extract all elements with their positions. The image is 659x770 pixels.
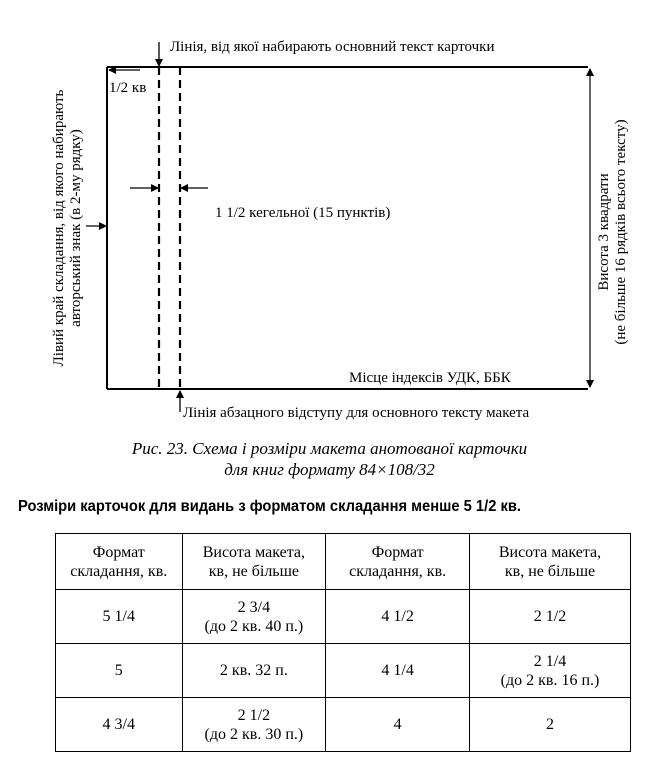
header-format-1 xyxy=(56,534,183,590)
kegel-label: 1 1/2 кегельної (15 пунктів) xyxy=(215,205,391,221)
cell-text: (до 2 кв. 16 п.) xyxy=(500,671,600,689)
table-cell xyxy=(470,698,631,752)
header-text: кв, не більше xyxy=(504,562,596,580)
half-square-label: 1/2 кв xyxy=(109,80,147,96)
height-label-line2: (не більше 16 рядків всього тексту) xyxy=(613,119,629,345)
height-label-line1: Висота 3 квадрати xyxy=(596,173,612,291)
header-text: Формат xyxy=(92,543,145,561)
cell-text: (до 2 кв. 40 п.) xyxy=(204,617,304,635)
table-cell xyxy=(470,644,631,698)
header-text: складання, кв. xyxy=(349,562,447,580)
header-text: Висота макета, xyxy=(202,543,306,561)
cell-text: 2 1/2 xyxy=(533,608,567,625)
header-text: складання, кв. xyxy=(70,562,168,580)
index-place-label: Місце індексів УДК, ББК xyxy=(349,370,511,386)
cell-text: 2 кв. 32 п. xyxy=(219,662,288,679)
left-edge-label xyxy=(51,43,85,413)
table-cell xyxy=(470,590,631,644)
header-text: Висота макета, xyxy=(498,543,602,561)
figure-caption-line2: для книг формату 84×108/32 xyxy=(224,460,435,479)
table-cell: 4 xyxy=(326,698,470,752)
table-cell: 5 1/4 xyxy=(56,590,183,644)
table-row xyxy=(56,590,631,644)
table-cell xyxy=(182,698,326,752)
table-cell: 5 xyxy=(56,644,183,698)
cell-text: 2 1/4 xyxy=(533,652,567,670)
cell-text: 2 1/2 xyxy=(237,706,271,724)
cell-text: (до 2 кв. 30 п.) xyxy=(204,725,304,743)
header-format-2 xyxy=(326,534,470,590)
height-label xyxy=(596,82,630,382)
table-header-row xyxy=(56,534,631,590)
left-edge-label-line2: авторський знак (в 2-му рядку) xyxy=(68,129,84,327)
header-height-1 xyxy=(182,534,326,590)
cell-text: 2 xyxy=(546,716,554,733)
indent-line-label: Лінія абзацного відступу для основного тексту макета xyxy=(183,405,530,421)
left-edge-label-line1: Лівий край складання, від якого набирають xyxy=(51,89,67,367)
table-heading: Розміри карточок для видань з форматом складання менше 5 1/2 кв. xyxy=(18,498,521,515)
table-row xyxy=(56,698,631,752)
table-cell: 4 1/2 xyxy=(326,590,470,644)
table-cell: 4 1/4 xyxy=(326,644,470,698)
figure-caption-line1: Рис. 23. Схема і розміри макета анотованої карточки xyxy=(131,439,528,458)
table-cell xyxy=(182,644,326,698)
header-text: Формат xyxy=(371,543,424,561)
header-text: кв, не більше xyxy=(208,562,300,580)
table-cell xyxy=(182,590,326,644)
cell-text: 2 3/4 xyxy=(237,598,271,616)
header-height-2 xyxy=(470,534,631,590)
card-sizes-table xyxy=(55,533,631,752)
top-line-label: Лінія, від якої набирають основний текст карточки xyxy=(170,39,495,55)
table-cell: 4 3/4 xyxy=(56,698,183,752)
table-row xyxy=(56,644,631,698)
